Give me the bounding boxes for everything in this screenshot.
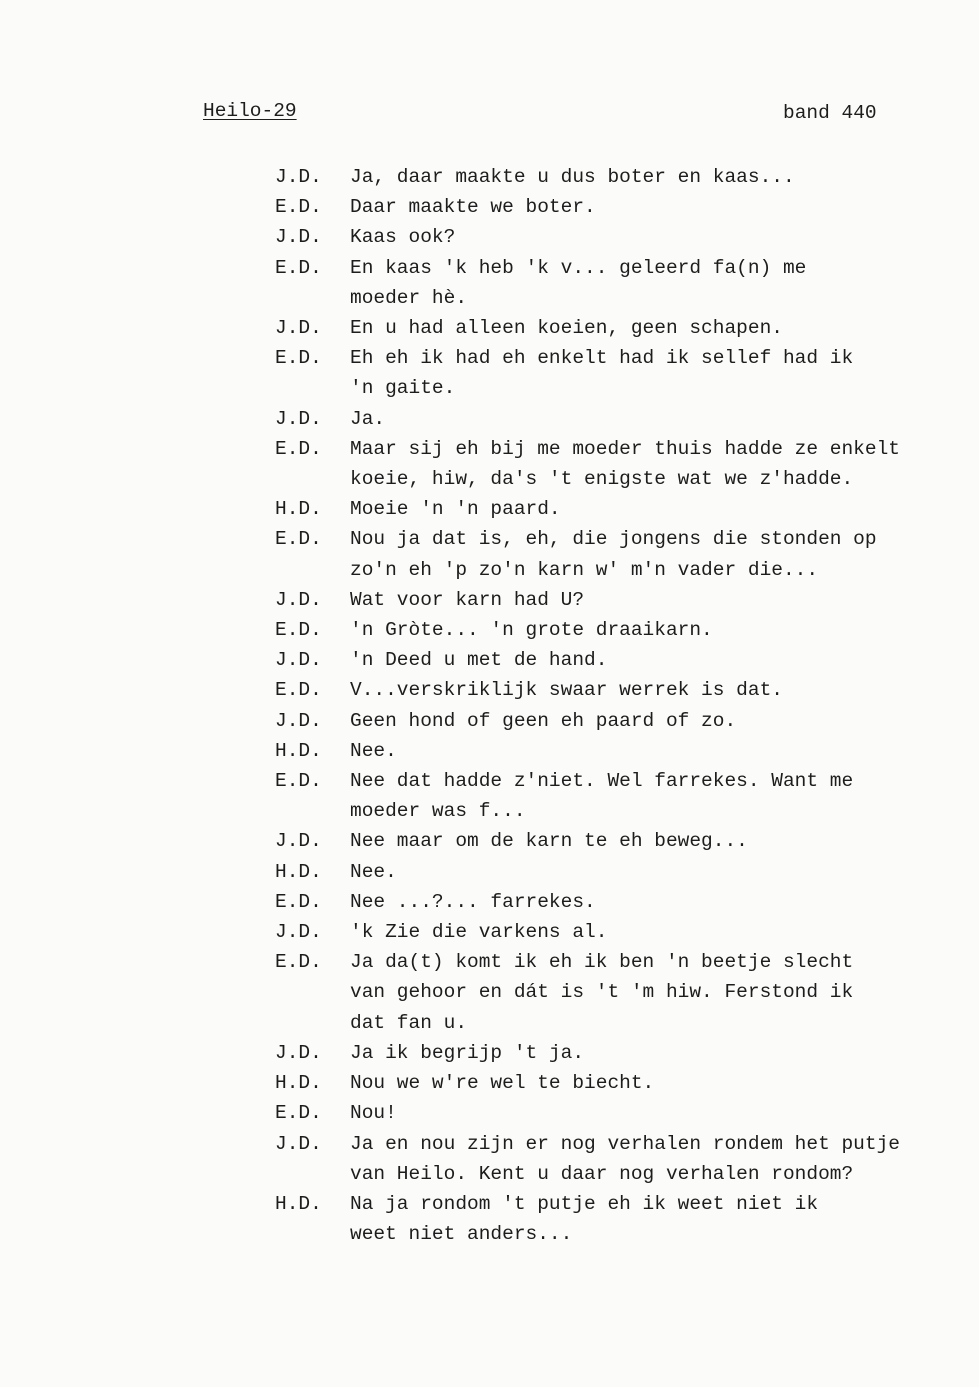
utterance bbox=[350, 253, 955, 313]
tape-number: band 440 bbox=[783, 102, 877, 124]
utterance-line: Maar sij eh bij me moeder thuis hadde ze enkelt bbox=[350, 437, 900, 460]
speaker-label: H.D. bbox=[275, 1192, 322, 1215]
speaker-label: H.D. bbox=[275, 860, 322, 883]
transcript-entry bbox=[275, 162, 955, 192]
speaker-label: J.D. bbox=[275, 317, 322, 340]
speaker-label: J.D. bbox=[275, 709, 322, 732]
utterance-line: zo'n eh 'p zo'n karn w' m'n vader die... bbox=[350, 558, 819, 581]
utterance bbox=[350, 494, 955, 524]
utterance-line: Eh eh ik had eh enkelt had ik sellef had ik bbox=[350, 347, 854, 370]
speaker-label: E.D. bbox=[275, 437, 322, 460]
utterance-line: Ja. bbox=[350, 407, 386, 430]
transcript-entry bbox=[275, 494, 955, 524]
utterance bbox=[350, 585, 955, 615]
utterance bbox=[350, 1189, 955, 1249]
transcript-entry bbox=[275, 947, 955, 1038]
utterance-line: Nee. bbox=[350, 739, 397, 762]
utterance-line: 'n Deed u met de hand. bbox=[350, 649, 608, 672]
speaker-label: E.D. bbox=[275, 951, 322, 974]
utterance-line: weet niet anders... bbox=[350, 1223, 573, 1246]
speaker-label: H.D. bbox=[275, 498, 322, 521]
transcript-entry bbox=[275, 343, 955, 403]
utterance bbox=[350, 1098, 955, 1128]
transcript-entry bbox=[275, 706, 955, 736]
transcript-entry bbox=[275, 736, 955, 766]
speaker-label: E.D. bbox=[275, 528, 322, 551]
transcript-entry bbox=[275, 615, 955, 645]
speaker-label: J.D. bbox=[275, 1132, 322, 1155]
speaker-label: E.D. bbox=[275, 347, 322, 370]
utterance bbox=[350, 826, 955, 856]
utterance bbox=[350, 343, 955, 403]
utterance bbox=[350, 1038, 955, 1068]
transcript-entry bbox=[275, 253, 955, 313]
speaker-label: J.D. bbox=[275, 1041, 322, 1064]
transcript-entry bbox=[275, 826, 955, 856]
utterance bbox=[350, 313, 955, 343]
speaker-label: J.D. bbox=[275, 588, 322, 611]
utterance-line: Nee dat hadde z'niet. Wel farrekes. Want me bbox=[350, 770, 854, 793]
speaker-label: H.D. bbox=[275, 1072, 322, 1095]
speaker-label: E.D. bbox=[275, 770, 322, 793]
utterance-line: En kaas 'k heb 'k v... geleerd fa(n) me bbox=[350, 256, 807, 279]
transcript-entry bbox=[275, 585, 955, 615]
utterance bbox=[350, 615, 955, 645]
utterance-line: Kaas ook? bbox=[350, 226, 456, 249]
utterance bbox=[350, 675, 955, 705]
transcript-entry bbox=[275, 404, 955, 434]
transcript-entry bbox=[275, 222, 955, 252]
speaker-label: H.D. bbox=[275, 739, 322, 762]
transcript-entry bbox=[275, 1038, 955, 1068]
speaker-label: E.D. bbox=[275, 196, 322, 219]
transcript-entry bbox=[275, 313, 955, 343]
speaker-label: J.D. bbox=[275, 921, 322, 944]
utterance bbox=[350, 1068, 955, 1098]
transcript bbox=[275, 162, 955, 1249]
transcript-entry bbox=[275, 917, 955, 947]
speaker-label: E.D. bbox=[275, 890, 322, 913]
utterance-line: V...verskriklijk swaar werrek is dat. bbox=[350, 679, 783, 702]
utterance-line: Moeie 'n 'n paard. bbox=[350, 498, 561, 521]
speaker-label: J.D. bbox=[275, 830, 322, 853]
utterance bbox=[350, 434, 955, 494]
utterance bbox=[350, 524, 955, 584]
transcript-entry bbox=[275, 887, 955, 917]
transcript-entry bbox=[275, 192, 955, 222]
utterance-line: Ja da(t) komt ik eh ik ben 'n beetje slecht bbox=[350, 951, 854, 974]
utterance-line: Nee maar om de karn te eh beweg... bbox=[350, 830, 748, 853]
utterance bbox=[350, 404, 955, 434]
utterance bbox=[350, 766, 955, 826]
transcript-entry bbox=[275, 1098, 955, 1128]
utterance bbox=[350, 947, 955, 1038]
transcript-entry bbox=[275, 434, 955, 494]
transcript-entry bbox=[275, 675, 955, 705]
utterance-line: Geen hond of geen eh paard of zo. bbox=[350, 709, 737, 732]
utterance bbox=[350, 917, 955, 947]
speaker-label: J.D. bbox=[275, 407, 322, 430]
utterance-line: moeder hè. bbox=[350, 286, 468, 309]
utterance bbox=[350, 857, 955, 887]
speaker-label: J.D. bbox=[275, 226, 322, 249]
utterance-line: Nou we w're wel te biecht. bbox=[350, 1072, 655, 1095]
utterance-line: Ja ik begrijp 't ja. bbox=[350, 1041, 585, 1064]
document-id: Heilo-29 bbox=[203, 100, 297, 122]
utterance-line: Ja, daar maakte u dus boter en kaas... bbox=[350, 166, 795, 188]
utterance-line: dat fan u. bbox=[350, 1011, 468, 1034]
utterance-line: Nou ja dat is, eh, die jongens die stonden op bbox=[350, 528, 877, 551]
utterance-line: van gehoor en dát is 't 'm hiw. Ferstond ik bbox=[350, 981, 854, 1004]
utterance bbox=[350, 192, 955, 222]
utterance-line: 'n gaite. bbox=[350, 377, 456, 400]
utterance bbox=[350, 887, 955, 917]
utterance-line: koeie, hiw, da's 't enigste wat we z'hadde. bbox=[350, 468, 854, 491]
transcript-entry bbox=[275, 766, 955, 826]
utterance-line: moeder was f... bbox=[350, 800, 526, 823]
utterance-line: Nou! bbox=[350, 1102, 397, 1125]
utterance-line: En u had alleen koeien, geen schapen. bbox=[350, 317, 783, 340]
utterance-line: Daar maakte we boter. bbox=[350, 196, 596, 219]
utterance bbox=[350, 1129, 955, 1189]
transcript-entry bbox=[275, 1189, 955, 1249]
speaker-label: J.D. bbox=[275, 166, 322, 188]
utterance bbox=[350, 736, 955, 766]
transcript-entry bbox=[275, 857, 955, 887]
speaker-label: E.D. bbox=[275, 679, 322, 702]
speaker-label: E.D. bbox=[275, 256, 322, 279]
utterance-line: Nee ...?... farrekes. bbox=[350, 890, 596, 913]
utterance bbox=[350, 222, 955, 252]
utterance-line: Wat voor karn had U? bbox=[350, 588, 585, 611]
utterance bbox=[350, 706, 955, 736]
speaker-label: E.D. bbox=[275, 1102, 322, 1125]
utterance-line: Na ja rondom 't putje eh ik weet niet ik bbox=[350, 1192, 819, 1215]
utterance-line: Ja en nou zijn er nog verhalen rondem het putje bbox=[350, 1132, 900, 1155]
utterance-line: van Heilo. Kent u daar nog verhalen rondom? bbox=[350, 1162, 854, 1185]
transcript-entry bbox=[275, 524, 955, 584]
transcript-entry bbox=[275, 1068, 955, 1098]
utterance bbox=[350, 645, 955, 675]
utterance bbox=[350, 162, 955, 192]
transcript-entry bbox=[275, 645, 955, 675]
speaker-label: J.D. bbox=[275, 649, 322, 672]
transcript-entry bbox=[275, 1129, 955, 1189]
utterance-line: 'n Gròte... 'n grote draaikarn. bbox=[350, 619, 713, 642]
utterance-line: Nee. bbox=[350, 860, 397, 883]
speaker-label: E.D. bbox=[275, 619, 322, 642]
utterance-line: 'k Zie die varkens al. bbox=[350, 921, 608, 944]
